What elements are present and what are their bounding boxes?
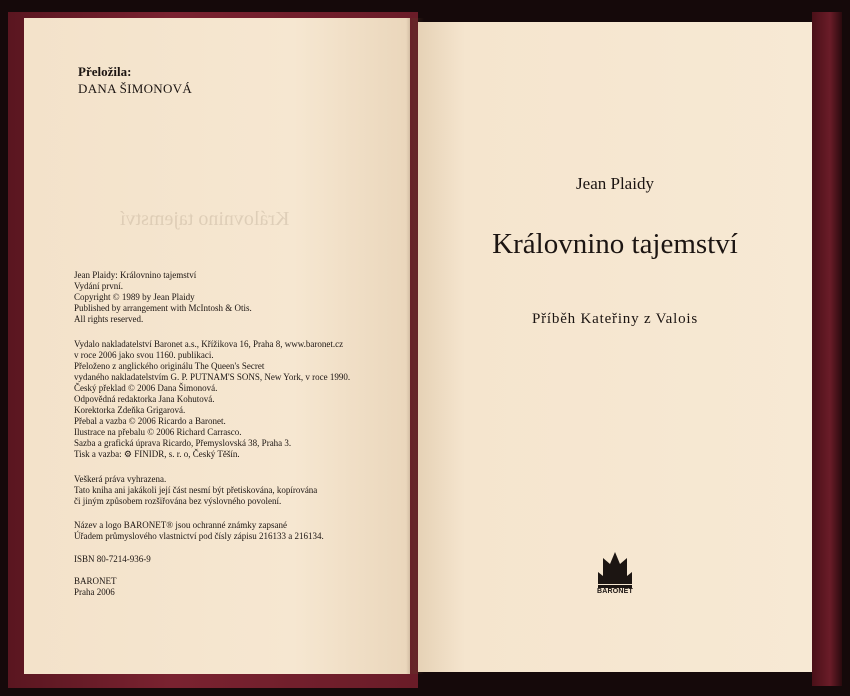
imprint-line: Vydání první.	[74, 281, 123, 291]
translator-label: Přeložila:	[78, 64, 132, 79]
imprint-line: Jean Plaidy: Královnino tajemství	[74, 270, 197, 280]
imprint-line: v roce 2006 jako svou 1160. publikaci.	[74, 350, 214, 360]
imprint-line: Tato kniha ani jakákoli její část nesmí být přetiskována, kopírována	[74, 485, 318, 495]
imprint-line: či jiným způsobem rozšiřována bez výslovného povolení.	[74, 496, 282, 506]
imprint-line: Sazba a grafická úprava Ricardo, Přemyslovská 38, Praha 3.	[74, 438, 292, 448]
logo-text: BARONET	[596, 588, 633, 595]
book-subtitle: Příběh Kateřiny z Valois	[532, 311, 698, 327]
imprint-line: Název a logo BARONET® jsou ochranné známky zapsané	[74, 520, 288, 530]
book-title: Královnino tajemství	[492, 228, 738, 260]
copyright-block	[74, 270, 252, 325]
isbn: ISBN 80-7214-936-9	[74, 554, 151, 564]
imprint-line: Copyright © 1989 by Jean Plaidy	[74, 292, 195, 302]
imprint-line: Veškerá práva vyhrazena.	[74, 474, 167, 484]
imprint-line: Odpovědná redaktorka Jana Kohutová.	[74, 394, 215, 404]
author-name: Jean Plaidy	[576, 174, 654, 193]
imprint-line: Published by arrangement with McIntosh & Otis.	[74, 303, 252, 313]
rights-block	[74, 474, 317, 507]
publication-block	[74, 339, 350, 460]
imprint-line: Korektorka Zdeňka Grigarová.	[74, 405, 186, 415]
imprint-line: vydaného nakladatelstvím G. P. PUTNAM'S SONS, New York, v roce 1990.	[74, 372, 351, 382]
translator-name: DANA ŠIMONOVÁ	[78, 81, 193, 96]
book-cover-right	[812, 12, 842, 686]
imprint-line: Český překlad © 2006 Dana Šimonová.	[74, 383, 218, 393]
left-page	[24, 18, 410, 674]
imprint-line: Přebal a vazba © 2006 Ricardo a Baronet.	[74, 416, 226, 426]
imprint-line: Přeloženo z anglického originálu The Queen's Secret	[74, 361, 265, 371]
show-through-text: Královnino tajemství	[120, 208, 290, 230]
imprint-line: All rights reserved.	[74, 314, 144, 324]
place-year: Praha 2006	[74, 587, 115, 597]
publisher-name: BARONET	[74, 576, 117, 586]
imprint-line: Ilustrace na přebalu © 2006 Richard Carrasco.	[74, 427, 242, 437]
imprint-line: Úřadem průmyslového vlastnictví pod čísly zápisu 216133 a 216134.	[74, 531, 324, 541]
imprint-line: Tisk a vazba: ⚙ FINIDR, s. r. o, Český Těšín.	[74, 449, 240, 459]
imprint-line: Vydalo nakladatelství Baronet a.s., Křížikova 16, Praha 8, www.baronet.cz	[74, 339, 344, 349]
trademark-block	[74, 520, 324, 542]
right-page	[418, 22, 812, 672]
